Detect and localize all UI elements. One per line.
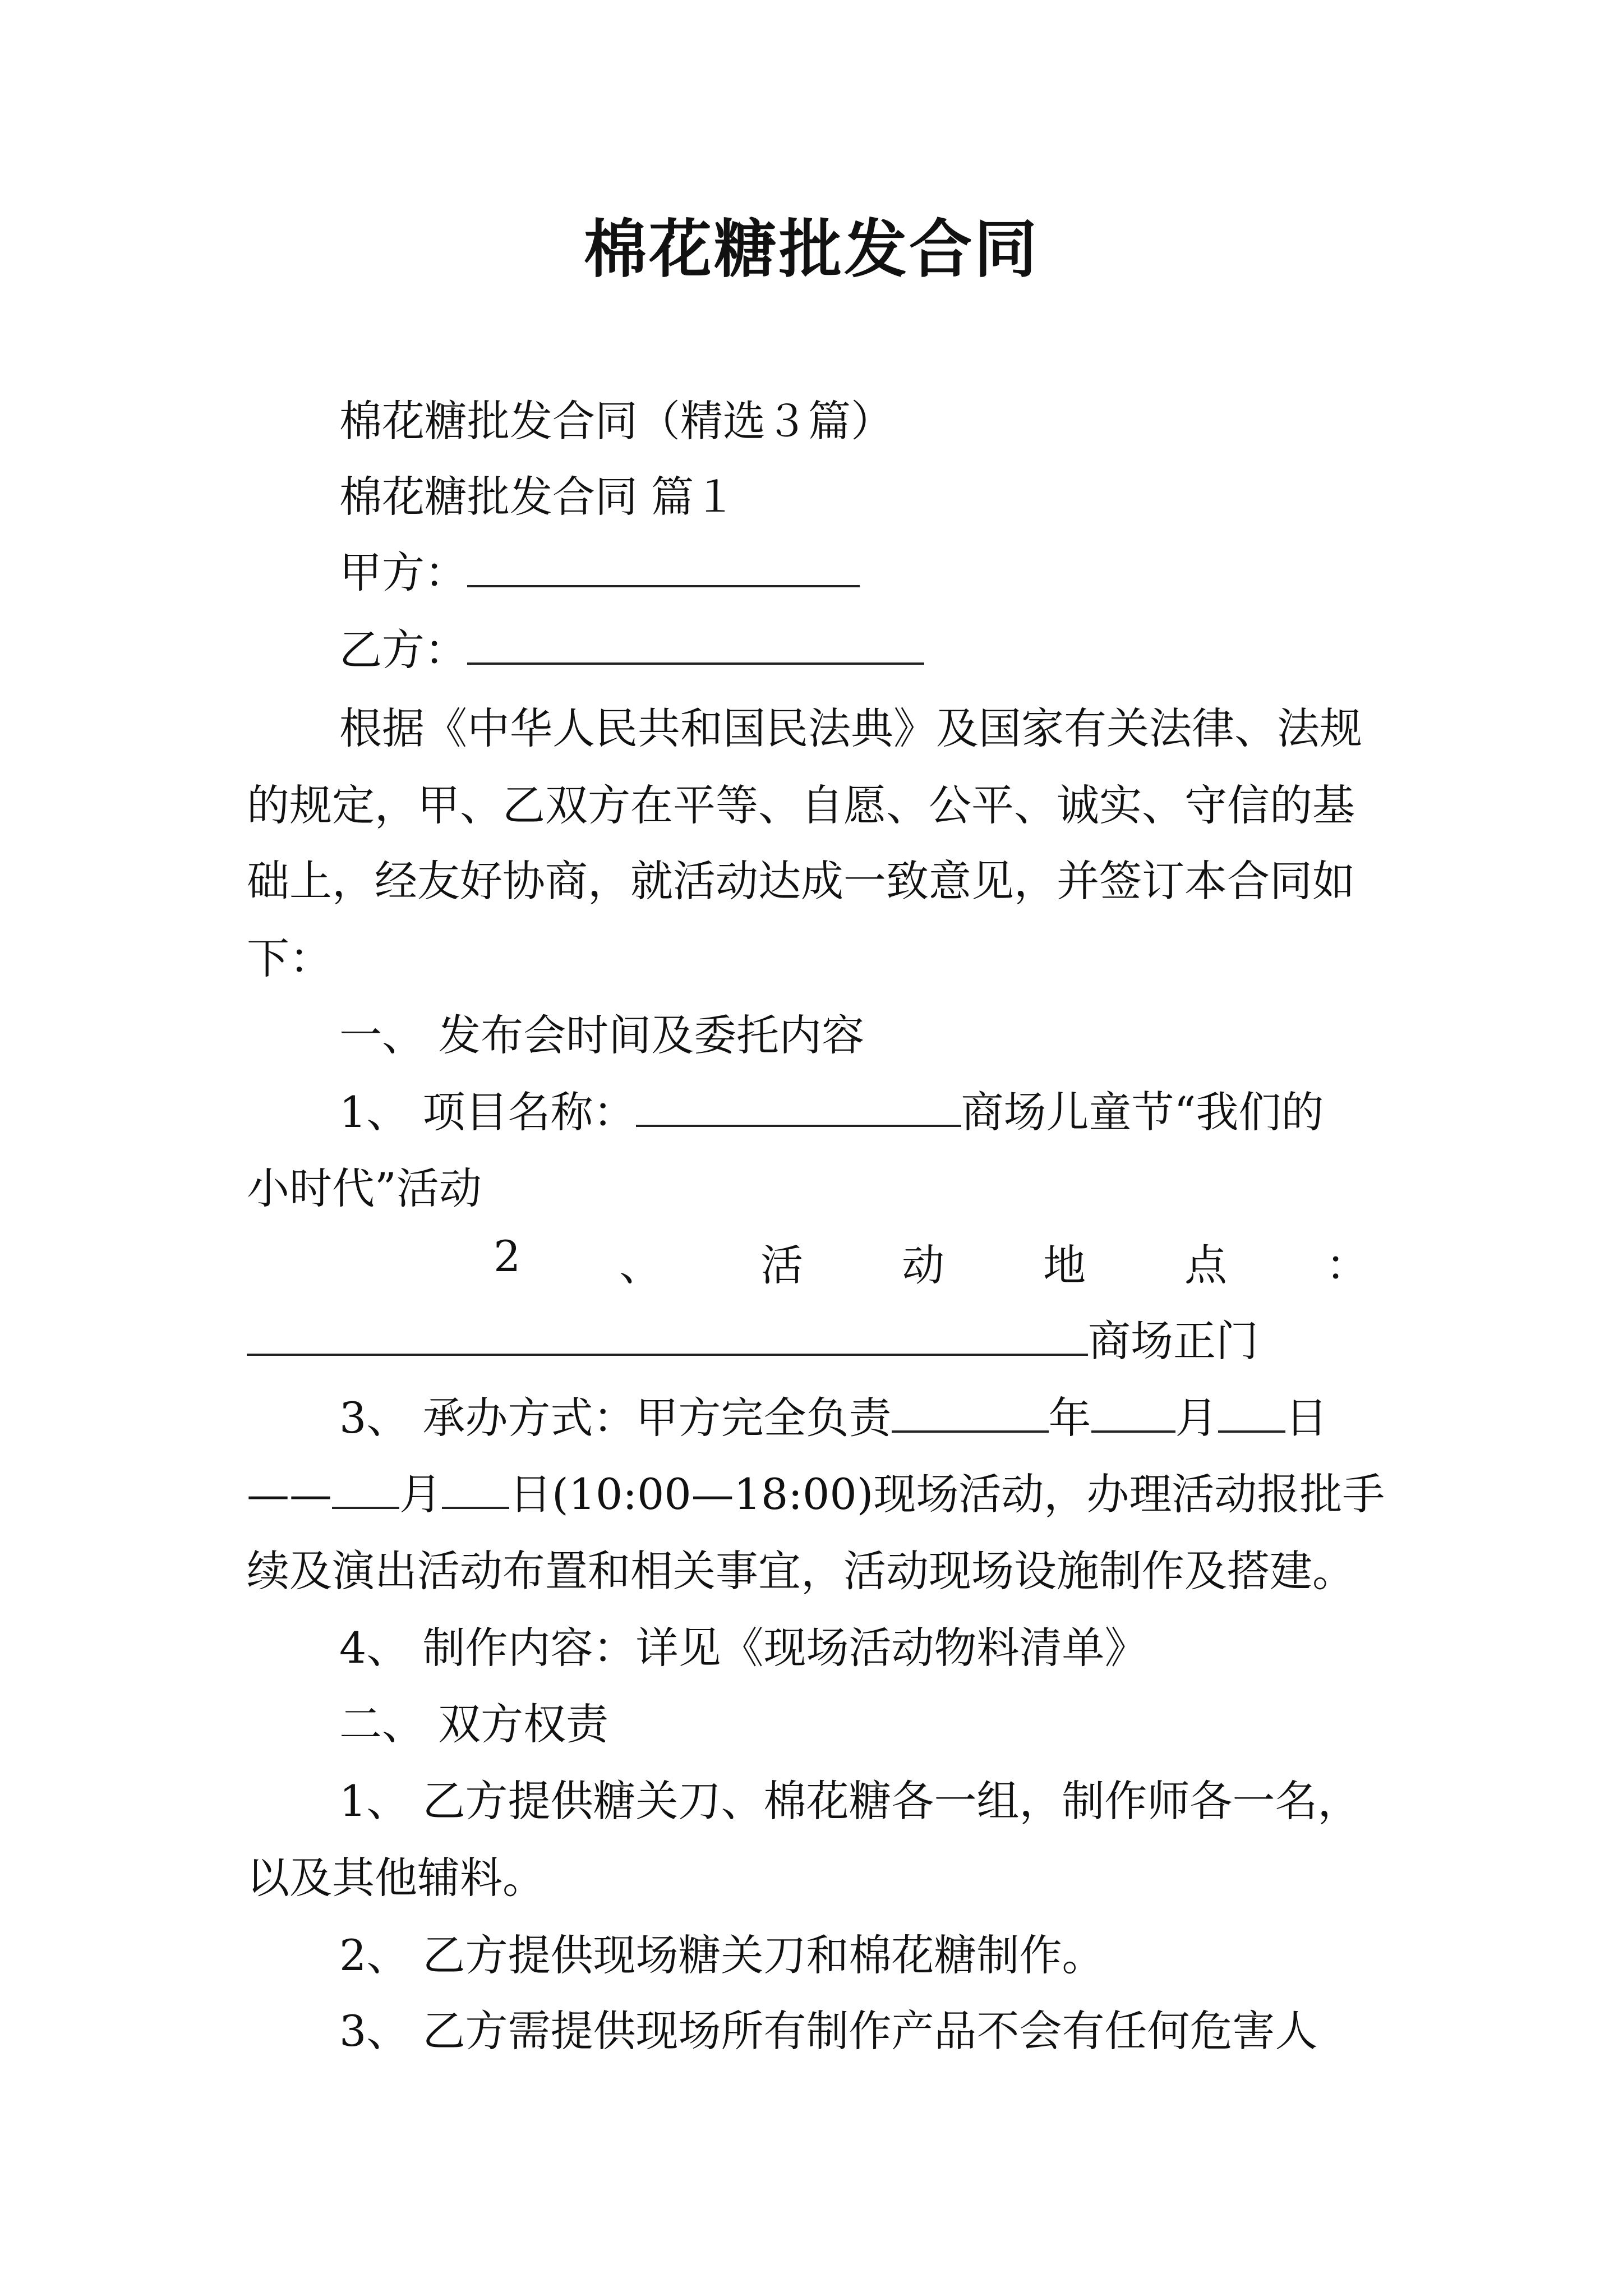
item-line (339, 1384, 1328, 1445)
item-text: 3、 承办方式：甲方完全负责 (339, 1393, 892, 1443)
item-text: 地 (1043, 1240, 1086, 1290)
item-text: 、 (619, 1240, 662, 1290)
project-name-blank[interactable] (636, 1091, 961, 1127)
day-blank[interactable] (1218, 1397, 1285, 1433)
item-text: 月 (399, 1469, 442, 1519)
item-line: 4、 制作内容：详见《现场活动物料清单》 (339, 1623, 1147, 1673)
item-line (339, 1078, 1324, 1139)
party-b-line (339, 616, 924, 677)
item-line: 小时代”活动 (247, 1163, 482, 1213)
party-b-blank[interactable] (467, 629, 924, 665)
item-line (247, 1460, 1385, 1521)
section-heading: 棉花糖批发合同 篇１ (339, 472, 737, 522)
party-a-blank[interactable] (467, 551, 860, 587)
item-line (247, 1307, 1258, 1368)
month-blank[interactable] (1091, 1397, 1175, 1433)
section-heading: 一、 发布会时间及委托内容 (339, 1010, 865, 1060)
item-text: —— (247, 1469, 332, 1519)
duration-blank[interactable] (892, 1397, 1049, 1433)
item-text: 月 (1175, 1393, 1218, 1443)
paragraph-line: 根据《中华人民共和国民法典》及国家有关法律、法规 (339, 703, 1362, 753)
party-b-label: 乙方： (339, 625, 467, 675)
item-line: 以及其他辅料。 (247, 1853, 545, 1903)
item-line: 3、 乙方需提供现场所有制作产品不会有任何危害人 (339, 2006, 1318, 2056)
item-line: 续及演出活动布置和相关事宜，活动现场设施制作及搭建。 (247, 1546, 1355, 1596)
paragraph-line: 础上，经友好协商，就活动达成一致意见，并签订本合同如 (247, 856, 1355, 906)
item-text: 商场儿童节“我们的 (961, 1087, 1324, 1137)
paragraph-line: 的规定，甲、乙双方在平等、自愿、公平、诚实、守信的基 (247, 780, 1355, 830)
item-text: 点 (1184, 1240, 1228, 1290)
item-text: 日(10:00—18:00)现场活动，办理活动报批手 (509, 1469, 1385, 1519)
party-a-label: 甲方： (339, 547, 467, 597)
document-title: 棉花糖批发合同 (584, 213, 1039, 286)
item-line: 2、 乙方提供现场糖关刀和棉花糖制作。 (339, 1930, 1105, 1980)
item-text: 1、 项目名称： (339, 1087, 636, 1137)
item-text: 日 (1285, 1393, 1328, 1443)
item-text: 商场正门 (1088, 1316, 1258, 1366)
item-text: ： (1325, 1240, 1368, 1290)
item-text: 2 (494, 1231, 521, 1281)
item-spread-line (494, 1231, 1368, 1292)
day-blank[interactable] (442, 1473, 509, 1509)
item-text: 年 (1048, 1393, 1091, 1443)
location-blank[interactable] (247, 1320, 1088, 1356)
paragraph-line: 下： (247, 933, 332, 983)
item-line: 1、 乙方提供糖关刀、棉花糖各一组，制作师各一名， (339, 1776, 1361, 1826)
month-blank[interactable] (332, 1473, 399, 1509)
item-text: 活 (760, 1240, 804, 1290)
party-a-line (339, 539, 860, 600)
subtitle-line: 棉花糖批发合同（精选３篇） (339, 396, 893, 446)
section-heading: 二、 双方权责 (339, 1699, 609, 1749)
item-text: 动 (902, 1240, 945, 1290)
